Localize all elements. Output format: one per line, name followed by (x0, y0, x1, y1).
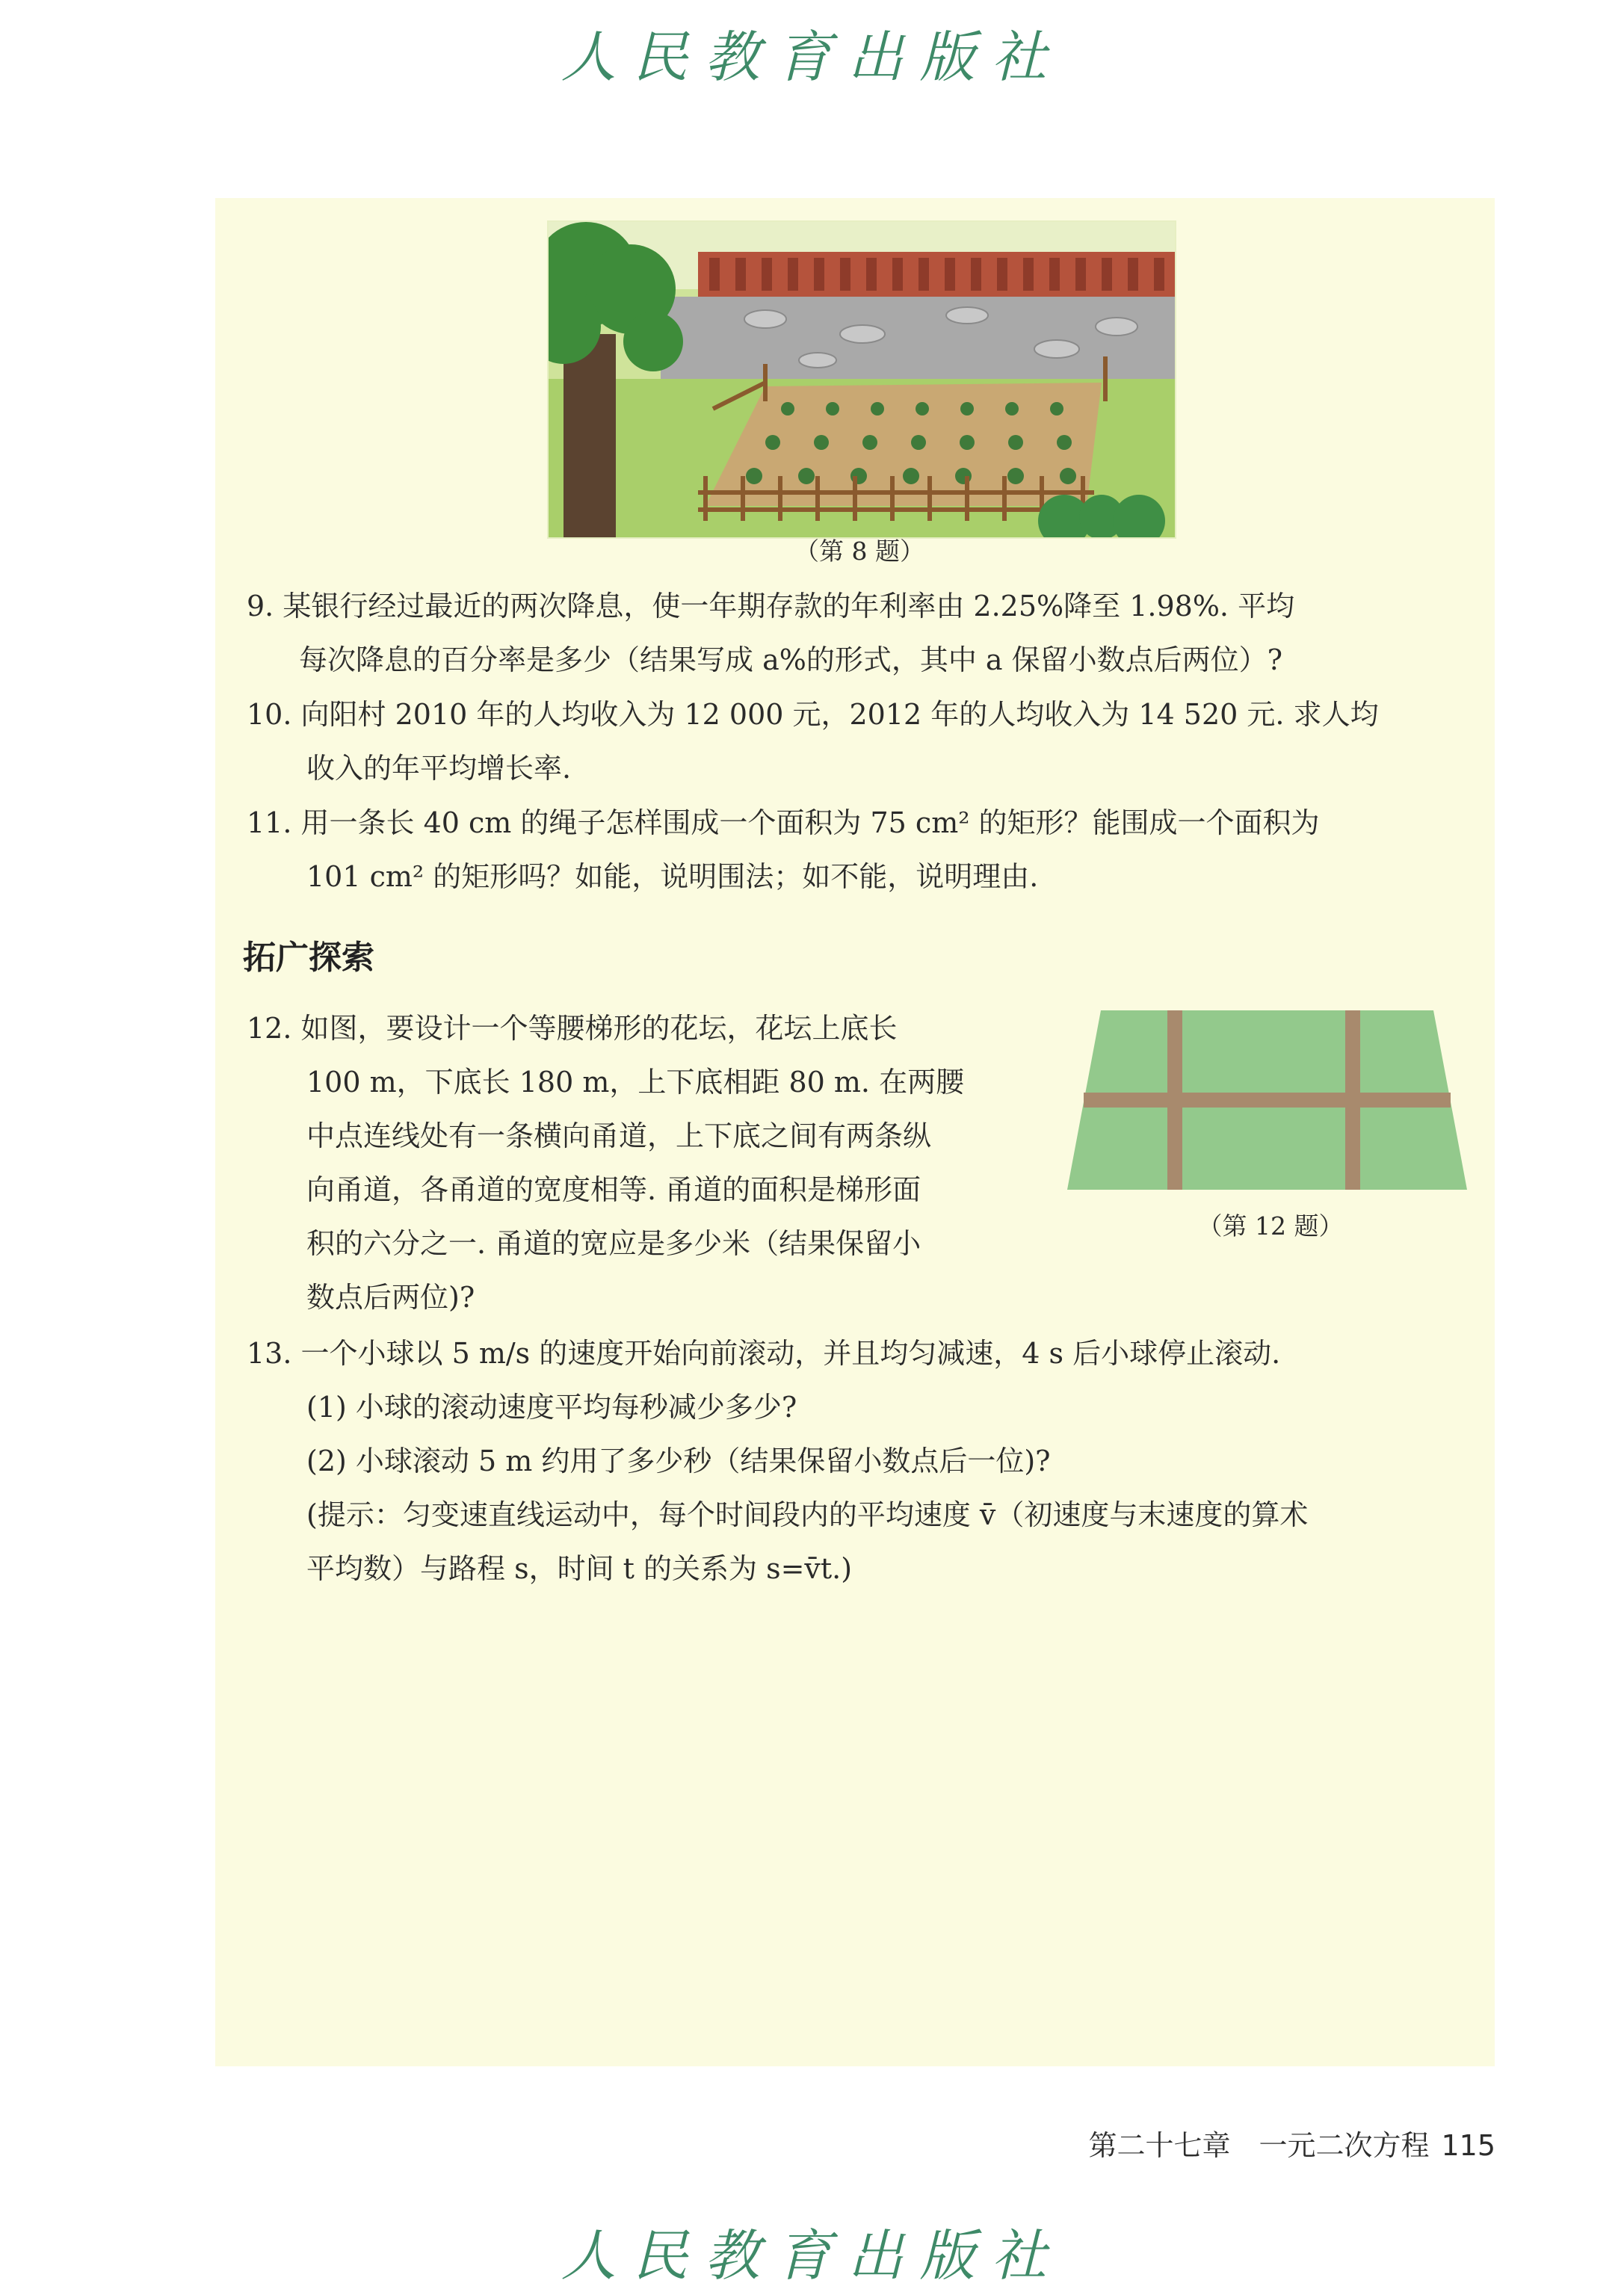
question-12-line-2: 100 m，下底长 180 m，上下底相距 80 m. 在两腰 (306, 1066, 965, 1099)
question-13 (247, 1326, 1308, 1596)
question-13-line-1: 13. 一个小球以 5 m/s 的速度开始向前滚动，并且均匀减速，4 s 后小球停止滚动. (247, 1337, 1281, 1370)
question-13-hint-line-1: (提示：匀变速直线运动中，每个时间段内的平均速度 v̄（初速度与末速度的算术 (306, 1498, 1309, 1531)
page-footer (1088, 2122, 1495, 2163)
question-10 (247, 688, 1379, 795)
section-heading: 拓广探索 (243, 939, 374, 977)
page-number: 115 (1441, 2129, 1495, 2162)
question-12 (247, 1001, 964, 1324)
question-11 (247, 796, 1320, 904)
question-11-line-2: 101 cm² 的矩形吗？如能，说明围法；如不能，说明理由. (306, 860, 1039, 893)
horizontal-path (1084, 1093, 1451, 1108)
question-12-line-6: 数点后两位)? (306, 1281, 475, 1314)
question-12-line-4: 向甬道，各甬道的宽度相等. 甬道的面积是梯形面 (306, 1173, 921, 1206)
vertical-path-right (1345, 1010, 1360, 1190)
vertical-path-left (1167, 1010, 1182, 1190)
garden-illustration-image (549, 222, 1175, 537)
question-13-subquestion-2: (2) 小球滚动 5 m 约用了多少秒（结果保留小数点后一位)? (306, 1445, 1051, 1477)
chapter-title: 第二十七章 一元二次方程 (1088, 2129, 1430, 2162)
publisher-watermark-bottom: 人民教育出版社 (561, 2224, 1063, 2288)
trapezoid-garden-diagram (1067, 1010, 1467, 1193)
question-12-line-3: 中点连线处有一条横向甬道，上下底之间有两条纵 (306, 1119, 932, 1152)
question-9 (247, 579, 1294, 687)
question-12-line-1: 12. 如图，要设计一个等腰梯形的花坛，花坛上底长 (247, 1012, 898, 1045)
question-13-hint-line-2: 平均数）与路程 s，时间 t 的关系为 s=v̄t.) (306, 1552, 853, 1585)
garden-illustration (547, 220, 1176, 539)
question-9-line-2: 每次降息的百分率是多少（结果写成 a%的形式，其中 a 保留小数点后两位）? (299, 643, 1283, 676)
question-10-line-2: 收入的年平均增长率. (306, 752, 572, 785)
question-11-line-1: 11. 用一条长 40 cm 的绳子怎样围成一个面积为 75 cm² 的矩形？能围成一个面积为 (247, 806, 1320, 839)
question-9-line-1: 9. 某银行经过最近的两次降息，使一年期存款的年利率由 2.25%降至 1.98%. 平均 (247, 590, 1295, 623)
question-12-line-5: 积的六分之一. 甬道的宽应是多少米（结果保留小 (306, 1227, 921, 1260)
figure-12-caption: （第 12 题） (1197, 1211, 1344, 1241)
question-10-line-1: 10. 向阳村 2010 年的人均收入为 12 000 元，2012 年的人均收入为 14 520 元. 求人均 (247, 698, 1379, 731)
figure-8-caption: （第 8 题） (794, 537, 924, 566)
question-13-subquestion-1: (1) 小球的滚动速度平均每秒减少多少? (306, 1391, 797, 1424)
publisher-watermark-top: 人民教育出版社 (561, 25, 1063, 90)
